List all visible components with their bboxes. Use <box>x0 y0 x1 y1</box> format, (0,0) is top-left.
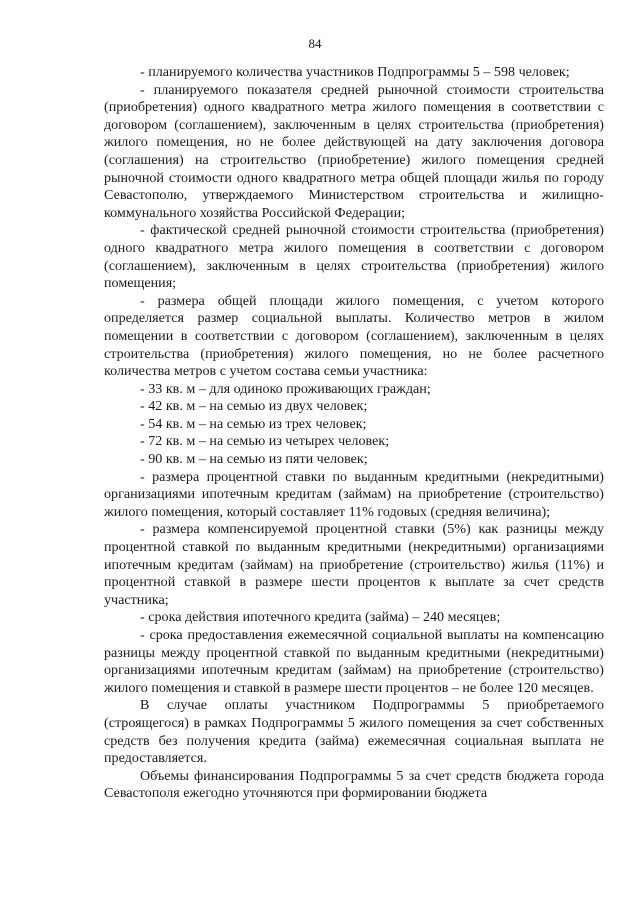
list-item-area-single: - 33 кв. м – для одиноко проживающих граждан; <box>140 380 431 397</box>
paragraph-loan-term: - срока действия ипотечного кредита (займа) – 240 месяцев; <box>140 609 501 626</box>
paragraph-participants-count: - планируемого количества участников Подпрограммы 5 – 598 человек; <box>140 64 570 80</box>
paragraph-compensated-rate: - размера компенсируемой процентной ставки (5%) как разницы между процентной ставкой по выданным кредитными (некредитными) организациями ипотечным кредитам (займам) на приобретение (строительство) жилья (11%) и процентной ставкой в размере шести процентов к выплате за счет средств участника; <box>104 521 604 608</box>
paragraph-interest-rate: - размера процентной ставки по выданным кредитными (некредитными) организациями ипотечным кредитам (займам) на приобретение (строительство) жилого помещения, который составляет 11% годовых (средняя величина); <box>104 468 604 520</box>
page-number: 84 <box>308 36 322 51</box>
document-body <box>104 64 604 803</box>
paragraph-own-funds: В случае оплаты участником Подпрограммы 5 приобретаемого (строящегося) в рамках Подпрограммы 5 жилого помещения за счет собственных средств без получения кредита (займа) ежемесячная социальная выплата не предоставляется. <box>104 697 604 767</box>
list-item-area-three: - 54 кв. м – на семью из трех человек; <box>140 415 367 432</box>
paragraph-total-area: - размера общей площади жилого помещения, с учетом которого определяется размер социальной выплаты. Количество метров в жилом помещении в соответствии с договором (соглашением), заключенным в целях строительства (приобретения) жилого помещения, но не более расчетного количества метров с учетом состава семьи участника: <box>104 292 604 380</box>
paragraph-financing-volumes: Объемы финансирования Подпрограммы 5 за счет средств бюджета города Севастополя ежегодно уточняются при формировании бюджета <box>104 767 604 802</box>
list-item-area-four: - 72 кв. м – на семью из четырех человек; <box>140 433 390 450</box>
list-item-area-five: - 90 кв. м – на семью из пяти человек; <box>140 451 368 468</box>
paragraph-payment-term: - срока предоставления ежемесячной социальной выплаты на компенсацию разницы между процентной ставкой по выданным кредитными (некредитными) организациями ипотечным кредитам (займам) на приобретение (строительство) жилого помещения и ставкой в размере шести процентов – не более 120 месяцев. <box>104 627 604 696</box>
paragraph-actual-market-cost: - фактической средней рыночной стоимости строительства (приобретения) одного квадратного метра жилого помещения в соответствии с договором (соглашением), заключенным в целях строительства (приобретения) жилого помещения; <box>104 222 604 292</box>
list-item-area-two: - 42 кв. м – на семью из двух человек; <box>140 398 368 415</box>
paragraph-planned-market-cost: - планируемого показателя средней рыночной стоимости строительства (приобретения) одного квадратного метра жилого помещения в соответствии с договором (соглашением), заключенным в целях строительства (приобретения) жилого помещения, но не более действующей на дату заключения договора (соглашения) на строительство (приобретение) жилого помещения средней рыночной стоимости одного квадратного метра общей площади жилья по городу Севастополю, утверждаемого Министерством строительства и жилищно-коммунального хозяйства Российской Федерации; <box>104 81 604 221</box>
